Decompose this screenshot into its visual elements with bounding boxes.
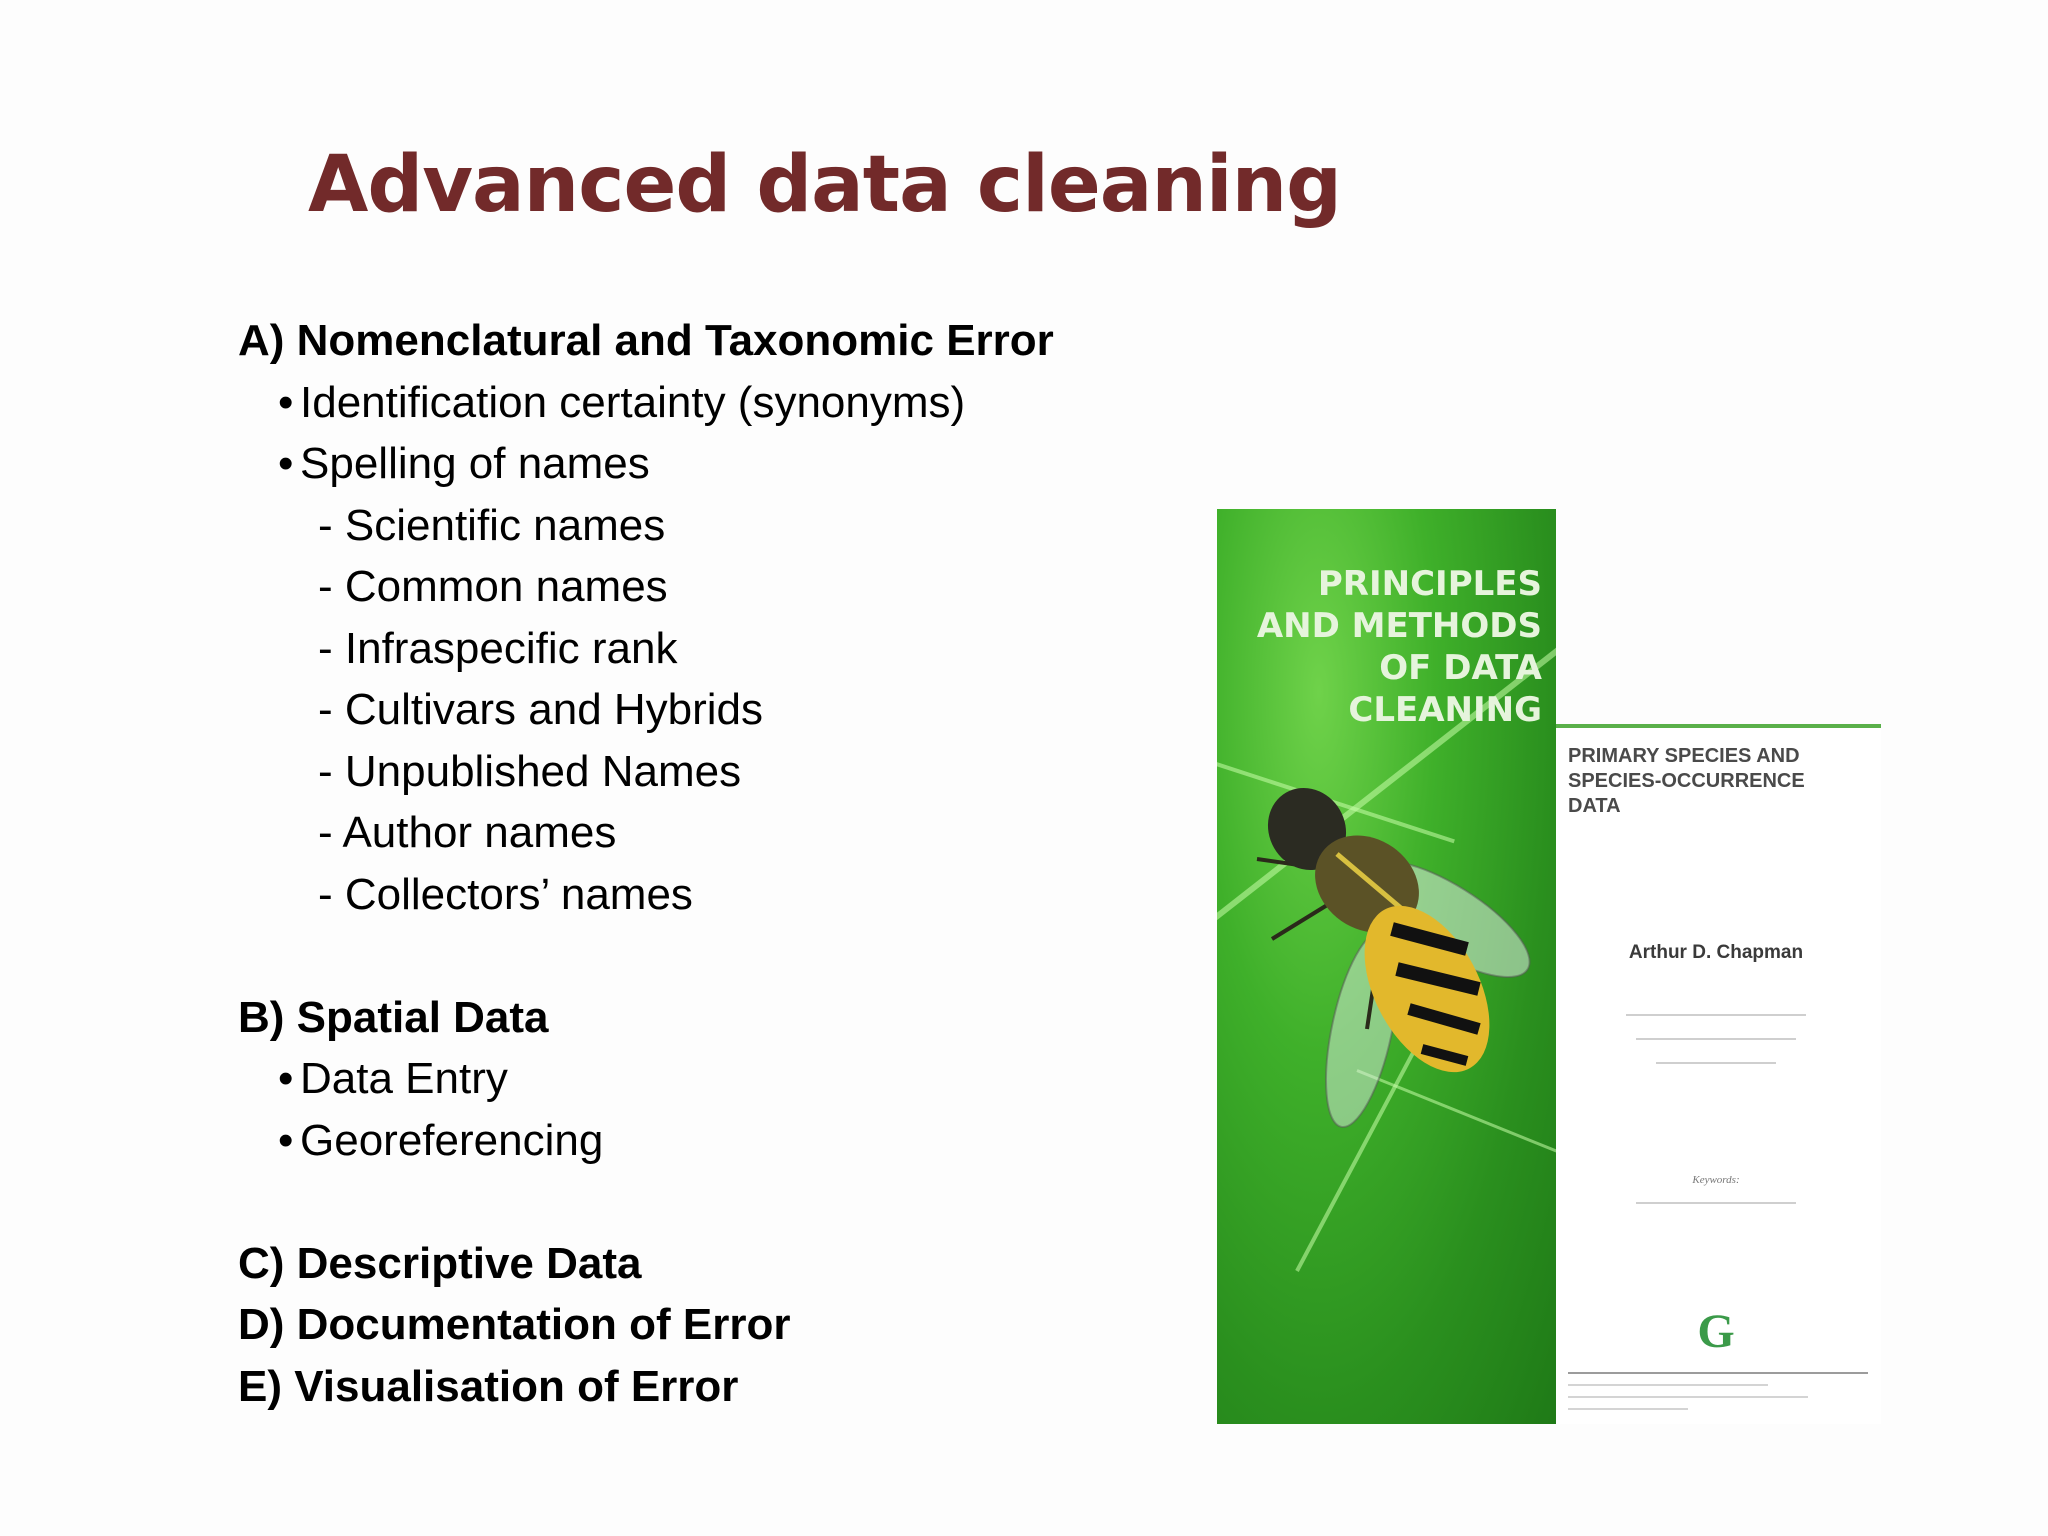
divider: [1568, 1372, 1868, 1374]
heading-descriptive: C) Descriptive Data: [238, 1238, 642, 1288]
heading-documentation: D) Documentation of Error: [238, 1300, 791, 1349]
slide-title: Advanced data cleaning: [308, 140, 1342, 230]
cover-title-line: PRINCIPLES: [1317, 564, 1542, 604]
bullet-dot: •: [278, 377, 294, 427]
cover-title: [1257, 563, 1542, 731]
book-cover-image: [1217, 509, 1881, 1424]
heading-spatial: B) Spatial Data: [238, 992, 549, 1042]
subtitle-line: SPECIES-OCCURRENCE: [1568, 770, 1805, 792]
bullet-dot: •: [278, 439, 294, 488]
sub-item-cultivars: - Cultivars and Hybrids: [318, 685, 764, 734]
cover-title-line: CLEANING: [1348, 690, 1542, 730]
cover-title-line: AND METHODS: [1256, 606, 1542, 646]
heading-nomenclatural: A) Nomenclatural and Taxonomic Error: [238, 316, 1054, 365]
bullet-text: Spelling of names: [300, 439, 650, 488]
sub-item-common: - Common names: [318, 562, 668, 611]
bullet-georeferencing: [238, 1110, 1054, 1172]
title-page: [1556, 724, 1881, 1424]
subtitle-line: DATA: [1568, 795, 1621, 817]
bullet-dot: •: [278, 1054, 294, 1103]
bullet-text: Identification certainty (synonyms): [300, 377, 966, 427]
fine-print-line: [1626, 1014, 1806, 1016]
heading-visualisation: E) Visualisation of Error: [238, 1361, 739, 1411]
publisher-logo: G: [1697, 1305, 1735, 1358]
fine-print-line: [1568, 1384, 1768, 1386]
keywords-label: Keywords:: [1692, 1174, 1740, 1186]
cover-title-line: OF DATA: [1379, 648, 1542, 688]
fine-print-line: [1568, 1396, 1808, 1398]
bullet-text: Georeferencing: [300, 1115, 604, 1165]
sub-item-infraspecific: - Infraspecific rank: [318, 623, 678, 673]
spacer: [238, 1171, 1054, 1233]
sub-item-scientific: - Scientific names: [318, 500, 666, 550]
bullet-text: Data Entry: [300, 1054, 508, 1103]
fine-print-line: [1656, 1062, 1776, 1064]
sub-item-unpublished: - Unpublished Names: [318, 746, 742, 796]
sub-item-author: - Author names: [318, 808, 617, 857]
bullet-identification: [238, 372, 1054, 434]
fine-print-line: [1568, 1408, 1688, 1410]
fine-print-line: [1636, 1038, 1796, 1040]
bullet-dot: •: [278, 1115, 294, 1165]
outline: [238, 310, 1054, 1417]
sub-item-collectors: - Collectors’ names: [318, 869, 693, 919]
bullet-data-entry: [238, 1048, 1054, 1110]
book-author: Arthur D. Chapman: [1628, 942, 1804, 963]
fine-print-line: [1636, 1202, 1796, 1204]
spacer: [238, 925, 1054, 987]
cover-photo: [1217, 509, 1556, 1424]
subtitle-line: PRIMARY SPECIES AND: [1568, 745, 1800, 767]
bullet-spelling: [238, 433, 1054, 495]
book-subtitle: [1568, 744, 1805, 819]
divider: [1556, 724, 1881, 728]
